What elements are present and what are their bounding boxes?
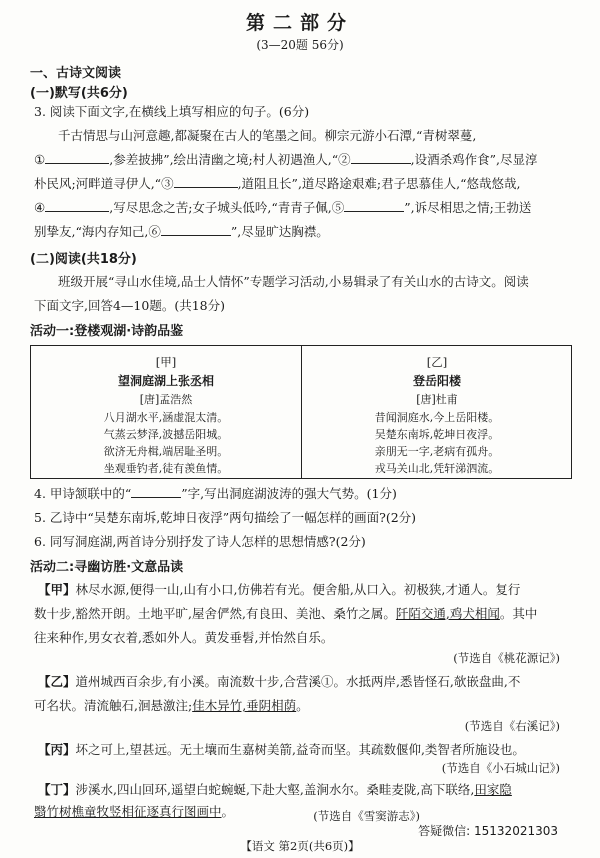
passage-bing-tag: 【丙】 [38,742,76,757]
q3-line-5 [34,222,329,240]
passage-yi-text: 可名状。清流触石,洄悬激注; [34,698,193,713]
poem-jia-title: 望洞庭湖上张丞相 [117,374,214,388]
passage-jia-tag: 【甲】 [38,582,76,597]
answer-blank-4[interactable] [45,199,109,212]
q3-stem: 3. 阅读下面文字,在横线上填写相应的句子。(6分) [34,104,310,119]
passage-bing-text: 坏之可上,望甚远。无土壤而生嘉树美箭,益奇而坚。其疏数偃仰,类智者所施设也。 [75,742,525,757]
passage-jia-text: 。其中 [499,606,538,621]
passage-yi-line-2 [34,696,309,714]
answer-blank-q4[interactable] [131,485,181,498]
passage-jia-text: 林尽水源,便得一山,山有小口,仿佛若有光。便舍船,从口入。初极狭,才通人。复行 [75,582,521,597]
q4 [34,484,397,502]
passage-bing-line-1 [38,740,525,758]
poem-jia-author: [唐]孟浩然 [139,393,193,406]
passage-yi-tag: 【乙】 [38,674,76,689]
poem-jia-label: [甲] [155,355,177,369]
answer-blank-5[interactable] [344,199,404,212]
poem-yi-title: 登岳阳楼 [412,374,461,388]
passage-ding-line-1 [38,780,512,798]
passage-yi-text: 道州城西百余步,有小溪。南流数十步,合营溪①。水抵两岸,悉皆怪石,欹嵌盘曲,不 [75,674,521,689]
blank-label-1: ① [34,152,46,167]
q3-line-2-text-b: ,参差披拂”,绘出清幽之境;村人初遇渔人,“② [109,152,351,167]
q3-line-5-text-b: ”,尽显旷达胸襟。 [230,224,329,239]
answer-blank-6[interactable] [161,223,231,236]
passage-yi-source: (节选自《右溪记》) [464,719,560,733]
q6: 6. 同写洞庭湖,两首诗分别抒发了诗人怎样的思想情感?(2分) [34,534,366,549]
part1-heading: (一)默写(共6分) [30,86,128,101]
part2-heading: (二)阅读(共18分) [30,252,137,267]
q3-line-1: 千古情思与山河意趣,都凝聚在古人的笔墨之间。柳宗元游小石潭,“青树翠蔓, [58,128,477,143]
passage-ding-underlined: 翳竹树樵童牧竖相征逐真行图画中 [34,804,222,819]
poem-yi-label: [乙] [426,355,448,369]
poem-table [30,345,572,479]
poem-yi-line: 亲朋无一字,老病有孤舟。 [374,445,500,458]
q3-line-2 [34,150,537,168]
passage-ding-tag: 【丁】 [38,782,76,797]
q3-line-4-text-c: ”,诉尽相思之情;王勃送 [404,200,532,215]
page-footer: 【语文 第2页(共6页)】 [240,839,360,853]
poem-jia-line: 气蒸云梦泽,波撼岳阳城。 [103,428,229,441]
q3-line-3-text-b: ,道阻且长”,道尽路途艰难;君子思慕佳人,“悠哉悠哉, [237,176,521,191]
q3-line-2-text-c: ,设酒杀鸡作食”,尽显淳 [410,152,538,167]
activity1-heading: 活动一:登楼观湖·诗韵品鉴 [30,324,184,339]
passage-bing-source: (节选自《小石城山记》) [441,761,560,775]
poem-jia-line: 八月湖水平,涵虚混太清。 [103,411,229,424]
passage-jia-line-2 [34,604,537,622]
poem-jia-line: 坐观垂钓者,徒有羡鱼情。 [103,462,229,475]
passage-ding-text: 涉溪水,四山回环,遥望白蛇蜿蜒,下赴大壑,盖涧水尔。桑畦麦陇,高下联络, [75,782,475,797]
passage-yi-text: 。 [296,698,309,713]
contact-info: 答疑微信: 15132021303 [418,824,558,838]
intro-line-2: 下面文字,回答4—10题。(共18分) [34,298,225,313]
passage-ding-underlined: 田家隐 [474,782,512,797]
blank-label-4: ④ [34,200,46,215]
poem-yi [302,346,572,478]
answer-blank-2[interactable] [351,151,411,164]
poem-yi-line: 吴楚东南坼,乾坤日夜浮。 [374,428,500,441]
q4-text-b: ”字,写出洞庭湖波涛的强大气势。(1分) [181,486,397,501]
passage-jia-text: 数十步,豁然开朗。土地平旷,屋舍俨然,有良田、美池、桑竹之属。 [34,606,396,621]
passage-yi-line-1 [38,672,520,690]
answer-blank-3[interactable] [174,175,238,188]
q3-line-5-text-a: 别挚友,“海内存知己,⑥ [34,224,161,239]
q3-line-4-text-b: ,写尽思念之苦;女子城头低吟,“青青子佩,⑤ [109,200,345,215]
poem-yi-author: [唐]杜甫 [416,393,458,406]
activity2-heading: 活动二:寻幽访胜·文意品读 [30,560,184,575]
q3-line-3-text-a: 朴民风;河畔道寻伊人,“③ [34,176,174,191]
passage-yi-underlined: 佳木异竹,垂阴相荫 [192,698,297,713]
passage-jia-line-1 [38,580,520,598]
q3-line-4 [34,198,531,216]
passage-jia-source: (节选自《桃花源记》) [453,651,560,665]
q5: 5. 乙诗中“吴楚东南坼,乾坤日夜浮”两句描绘了一幅怎样的画面?(2分) [34,510,417,525]
passage-jia-line-3: 往来种作,男女衣着,悉如外人。黄发垂髫,并怡然自乐。 [34,630,334,645]
passage-ding-line-2 [34,802,234,820]
passage-jia-underlined: 阡陌交通,鸡犬相闻 [395,606,500,621]
page-subtitle: (3—20题 56分) [256,38,344,52]
section-heading: 一、古诗文阅读 [30,66,122,81]
poem-jia [31,346,301,478]
poem-yi-line: 戎马关山北,凭轩涕泗流。 [374,462,500,475]
passage-ding-text: 。 [221,804,235,819]
q4-text-a: 4. 甲诗颔联中的“ [34,486,132,501]
poem-jia-line: 欲济无舟楫,端居耻圣明。 [103,445,229,458]
answer-blank-1[interactable] [45,151,109,164]
q3-line-3 [34,174,520,192]
intro-line-1: 班级开展“寻山水佳境,品士人情怀”专题学习活动,小易辑录了有关山水的古诗文。阅读 [58,274,529,289]
poem-yi-line: 昔闻洞庭水,今上岳阳楼。 [374,411,500,424]
page-title: 第二部分 [245,12,354,34]
passage-ding-source: (节选自《雪窦游志》) [313,809,420,823]
